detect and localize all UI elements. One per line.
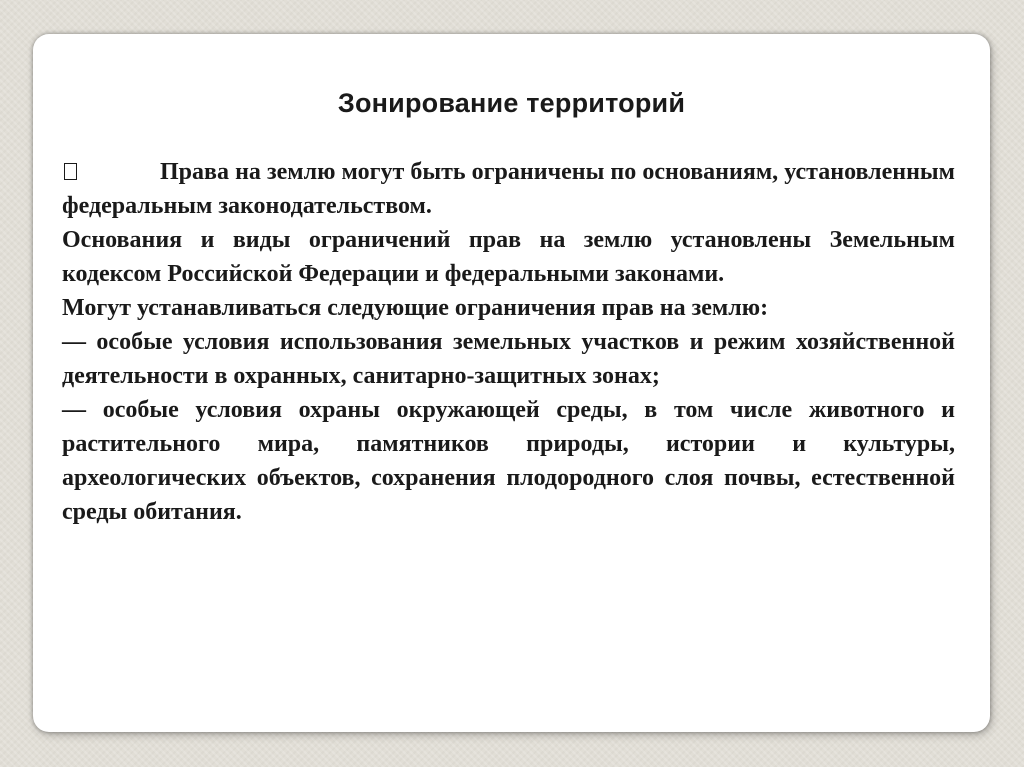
body-paragraph-1 <box>62 155 955 223</box>
slide-body <box>62 155 955 529</box>
body-paragraph-1-text: Права на землю могут быть ограничены по основаниям, установленным федеральным законодательством. <box>62 159 955 219</box>
body-paragraph-5: — особые условия охраны окружающей среды, в том числе животного и растительного мира, памятников природы, истории и культуры, археологических объектов, сохранения плодородного слоя почвы, естественной среды обитания. <box>62 397 955 525</box>
slide-card <box>33 34 990 732</box>
slide-title: Зонирование территорий <box>337 88 686 118</box>
body-paragraph-4: — особые условия использования земельных участков и режим хозяйственной деятельности в охранных, санитарно-защитных зонах; <box>62 329 955 389</box>
body-paragraph-3: Могут устанавливаться следующие ограничения прав на землю: <box>62 295 769 321</box>
body-paragraph-2: Основания и виды ограничений прав на землю установлены Земельным кодексом Российской Федерации и федеральными законами. <box>62 227 955 287</box>
missing-glyph-bullet-icon <box>64 163 77 180</box>
